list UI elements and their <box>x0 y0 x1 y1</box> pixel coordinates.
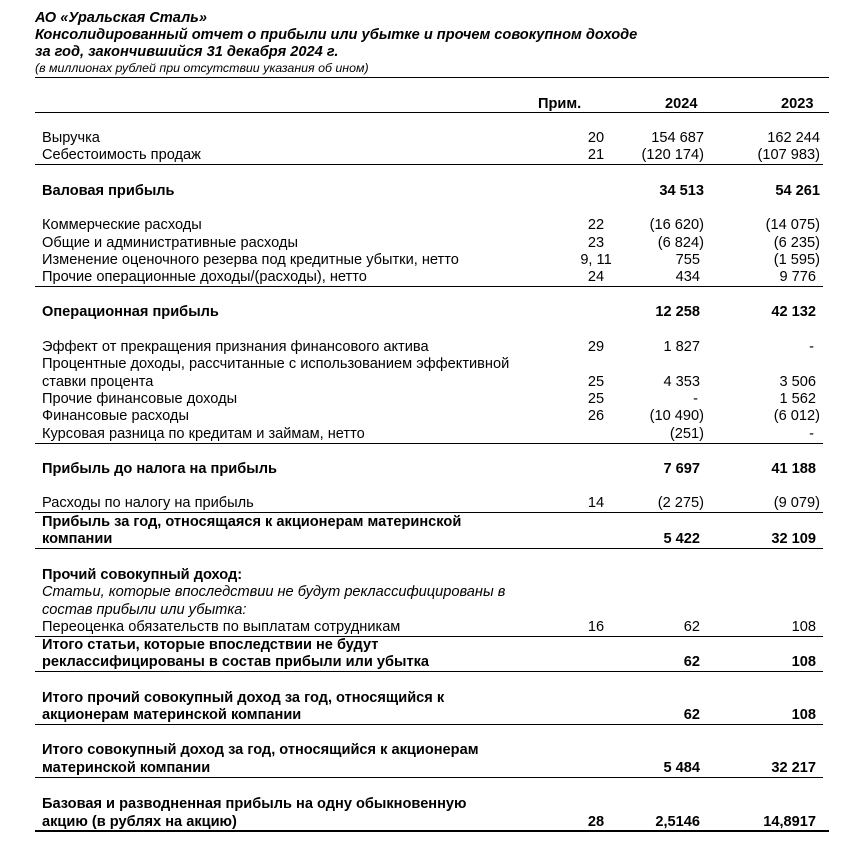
row-value-2023: 1 562 <box>779 391 816 407</box>
table-row-total <box>35 654 823 672</box>
row-note: 28 <box>587 814 605 830</box>
row-value-2023: (6 012) <box>773 408 820 424</box>
table-row <box>35 235 823 252</box>
row-value-2023: - <box>809 339 814 355</box>
row-value-2023: 42 132 <box>771 304 816 320</box>
row-value-2024: (120 174) <box>641 147 704 163</box>
table-row-total <box>35 814 823 831</box>
row-label: Финансовые расходы <box>42 408 189 424</box>
row-value-2023: (1 595) <box>773 252 820 268</box>
table-row <box>35 339 823 356</box>
row-value-2023: 54 261 <box>775 183 820 199</box>
table-row-total <box>35 637 823 654</box>
row-value-2024: 62 <box>683 654 700 670</box>
row-label: Прочий совокупный доход: <box>42 567 243 583</box>
table-row-total <box>35 514 823 531</box>
section-heading <box>35 567 823 584</box>
table-row-total <box>35 760 823 778</box>
column-header-note: Прим. <box>538 96 582 112</box>
header-divider <box>35 77 829 78</box>
row-value-2023: 9 776 <box>779 269 816 285</box>
row-label: Изменение оценочного резерва под кредитные убытки, нетто <box>42 252 459 268</box>
row-label: Коммерческие расходы <box>42 217 202 233</box>
row-note: 14 <box>587 495 605 511</box>
table-row <box>35 408 823 425</box>
row-note: 29 <box>587 339 605 355</box>
row-note: 25 <box>587 374 605 390</box>
row-label: Прочие операционные доходы/(расходы), нетто <box>42 269 367 285</box>
row-label: состав прибыли или убытка: <box>42 602 247 618</box>
row-label: компании <box>42 531 113 547</box>
row-value-2024: (2 275) <box>657 495 704 511</box>
row-label: Выручка <box>42 130 100 146</box>
row-label: Курсовая разница по кредитам и займам, нетто <box>42 426 365 442</box>
table-row-total <box>35 461 823 478</box>
row-value-2024: 5 422 <box>663 531 700 547</box>
row-label: Операционная прибыль <box>42 304 219 320</box>
row-value-2024: (6 824) <box>657 235 704 251</box>
row-label: Валовая прибыль <box>42 183 175 199</box>
table-row <box>35 356 823 373</box>
table-row <box>35 269 823 287</box>
column-header-divider <box>35 112 829 113</box>
row-value-2023: (6 235) <box>773 235 820 251</box>
table-row <box>35 619 823 637</box>
row-value-2024: 1 827 <box>663 339 700 355</box>
row-label: акционерам материнской компании <box>42 707 302 723</box>
row-note: 21 <box>587 147 605 163</box>
row-value-2023: 41 188 <box>771 461 816 477</box>
row-note: 23 <box>587 235 605 251</box>
units-note: (в миллионах рублей при отсутствии указания об ином) <box>35 61 369 75</box>
row-label: Прибыль до налога на прибыль <box>42 461 277 477</box>
row-label: Себестоимость продаж <box>42 147 201 163</box>
company-name: АО «Уральская Сталь» <box>35 10 207 26</box>
row-label: Переоценка обязательств по выплатам сотрудникам <box>42 619 401 635</box>
row-label: Итого статьи, которые впоследствии не будут <box>42 637 379 653</box>
row-label: Прибыль за год, относящаяся к акционерам материнской <box>42 514 462 530</box>
row-value-2024: 5 484 <box>663 760 700 776</box>
row-label: Итого прочий совокупный доход за год, относящийся к <box>42 690 445 706</box>
table-row-total <box>35 742 823 759</box>
row-value-2024: 2,5146 <box>655 814 700 830</box>
row-value-2024: 62 <box>683 707 700 723</box>
subsection-heading <box>35 584 823 601</box>
table-row <box>35 252 823 269</box>
table-row-total <box>35 304 823 321</box>
row-label: Общие и административные расходы <box>42 235 298 251</box>
row-value-2024: 154 687 <box>651 130 704 146</box>
row-note: 9, 11 <box>580 252 612 268</box>
row-value-2023: 3 506 <box>779 374 816 390</box>
column-header-2024: 2024 <box>665 96 698 112</box>
row-note: 22 <box>587 217 605 233</box>
table-row-total <box>35 531 823 549</box>
row-value-2023: 108 <box>791 654 816 670</box>
table-row <box>35 130 823 147</box>
table-row-total <box>35 690 823 707</box>
row-value-2024: (16 620) <box>649 217 704 233</box>
row-label: Процентные доходы, рассчитанные с использованием эффективной <box>42 356 510 372</box>
row-value-2023: (107 983) <box>757 147 820 163</box>
row-value-2023: (9 079) <box>773 495 820 511</box>
row-value-2023: 162 244 <box>767 130 820 146</box>
row-value-2023: 108 <box>791 619 816 635</box>
row-label: материнской компании <box>42 760 211 776</box>
table-bottom-rule <box>35 830 829 832</box>
row-label: реклассифицированы в состав прибыли или убытка <box>42 654 430 670</box>
table-row <box>35 426 823 444</box>
row-label: Итого совокупный доход за год, относящийся к акционерам <box>42 742 479 758</box>
table-row-total <box>35 183 823 200</box>
row-note: 20 <box>587 130 605 146</box>
row-value-2024: 62 <box>683 619 700 635</box>
row-label: Статьи, которые впоследствии не будут реклассифицированы в <box>42 584 506 600</box>
table-row <box>35 147 823 165</box>
row-note: 24 <box>587 269 605 285</box>
report-period: за год, закончившийся 31 декабря 2024 г. <box>35 44 339 60</box>
table-row-total <box>35 707 823 725</box>
table-row-total <box>35 796 823 813</box>
row-value-2024: 7 697 <box>663 461 700 477</box>
row-value-2024: (10 490) <box>649 408 704 424</box>
row-value-2024: (251) <box>669 426 704 442</box>
row-value-2023: 32 217 <box>771 760 816 776</box>
row-value-2024: 755 <box>675 252 700 268</box>
row-value-2023: 32 109 <box>771 531 816 547</box>
row-label: ставки процента <box>42 374 154 390</box>
row-value-2024: - <box>693 391 698 407</box>
row-note: 26 <box>587 408 605 424</box>
row-value-2024: 434 <box>675 269 700 285</box>
table-row <box>35 374 823 391</box>
row-value-2023: 14,8917 <box>763 814 816 830</box>
row-label: Базовая и разводненная прибыль на одну обыкновенную <box>42 796 467 812</box>
report-title: Консолидированный отчет о прибыли или убытке и прочем совокупном доходе <box>35 27 638 43</box>
subsection-heading <box>35 602 823 619</box>
row-note: 25 <box>587 391 605 407</box>
row-label: акцию (в рублях на акцию) <box>42 814 237 830</box>
row-value-2024: 4 353 <box>663 374 700 390</box>
table-row <box>35 217 823 234</box>
row-value-2023: 108 <box>791 707 816 723</box>
row-note: 16 <box>587 619 605 635</box>
table-row <box>35 391 823 408</box>
row-value-2024: 12 258 <box>655 304 700 320</box>
table-row <box>35 495 823 513</box>
row-value-2024: 34 513 <box>659 183 704 199</box>
row-value-2023: (14 075) <box>765 217 820 233</box>
row-label: Прочие финансовые доходы <box>42 391 238 407</box>
row-value-2023: - <box>809 426 814 442</box>
row-label: Расходы по налогу на прибыль <box>42 495 254 511</box>
row-label: Эффект от прекращения признания финансового актива <box>42 339 429 355</box>
column-header-2023: 2023 <box>781 96 814 112</box>
